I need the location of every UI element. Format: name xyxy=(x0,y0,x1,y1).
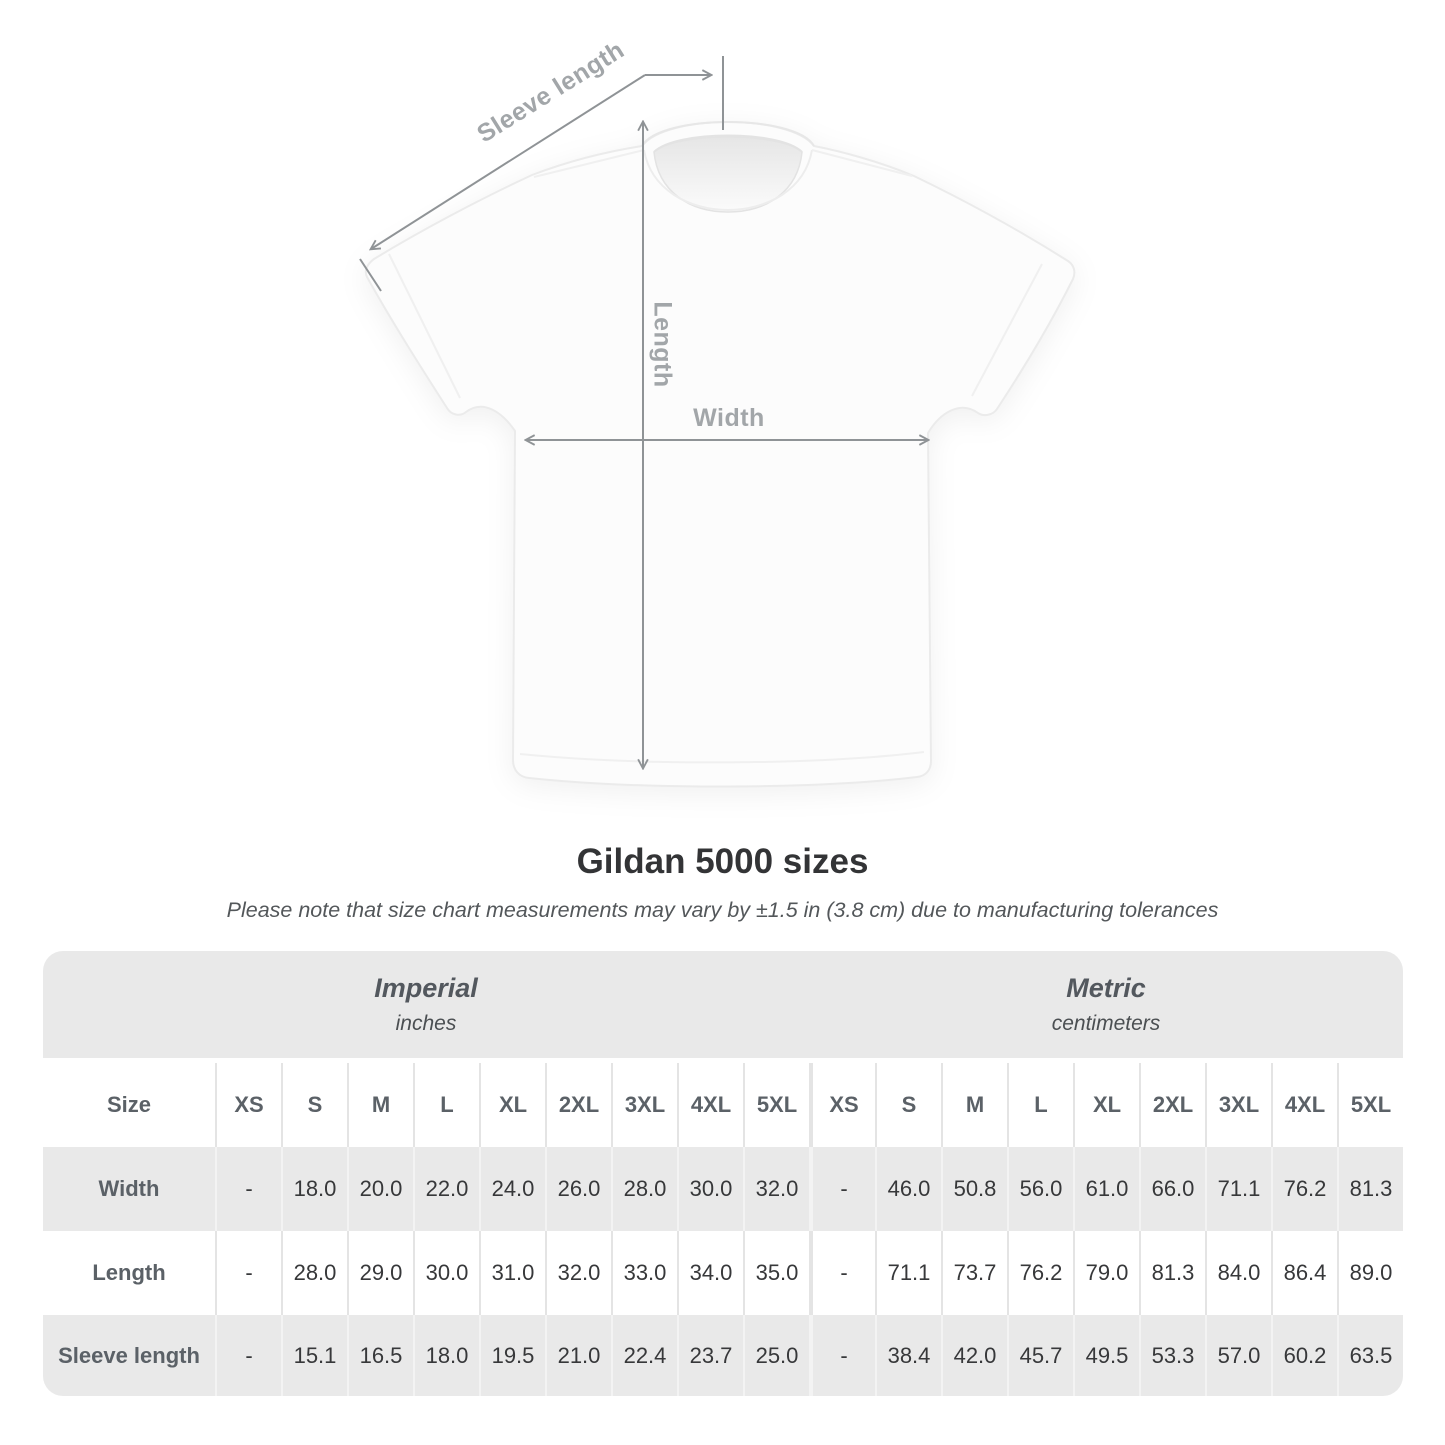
tshirt-outline xyxy=(366,122,1075,787)
imperial-unit: inches xyxy=(395,1012,457,1035)
size-col-header: M xyxy=(347,1063,413,1147)
measurement-cell: 81.3 xyxy=(1139,1231,1205,1315)
measurement-cell: 86.4 xyxy=(1271,1231,1337,1315)
table-header xyxy=(43,951,1403,1058)
measurement-cell: 84.0 xyxy=(1205,1231,1271,1315)
measurement-cell: 73.7 xyxy=(941,1231,1007,1315)
size-col-header: XS xyxy=(809,1063,875,1147)
measurement-cell: - xyxy=(215,1315,281,1396)
measurement-cell: 34.0 xyxy=(677,1231,743,1315)
table-row-sleeve-length xyxy=(43,1315,1403,1396)
measurement-cell: 31.0 xyxy=(479,1231,545,1315)
size-table xyxy=(43,951,1403,1396)
measurement-cell: 57.0 xyxy=(1205,1315,1271,1396)
measurement-cell: 50.8 xyxy=(941,1147,1007,1231)
measurement-cell: 23.7 xyxy=(677,1315,743,1396)
measurement-cell: 26.0 xyxy=(545,1147,611,1231)
measurement-cell: - xyxy=(215,1147,281,1231)
measurement-cell: 20.0 xyxy=(347,1147,413,1231)
measurement-cell: 81.3 xyxy=(1337,1147,1403,1231)
measurement-cell: 22.0 xyxy=(413,1147,479,1231)
size-col-header: L xyxy=(413,1063,479,1147)
length-label: Length xyxy=(648,301,677,388)
size-col-header: 3XL xyxy=(611,1063,677,1147)
measurement-cell: 24.0 xyxy=(479,1147,545,1231)
measurement-cell: 18.0 xyxy=(413,1315,479,1396)
imperial-title: Imperial xyxy=(374,973,478,1003)
measurement-cell: 30.0 xyxy=(413,1231,479,1315)
measurement-cell: 19.5 xyxy=(479,1315,545,1396)
metric-header xyxy=(809,951,1403,1058)
measurement-cell: 29.0 xyxy=(347,1231,413,1315)
size-col-header: 2XL xyxy=(545,1063,611,1147)
size-col-header: 5XL xyxy=(1337,1063,1403,1147)
measurement-cell: 18.0 xyxy=(281,1147,347,1231)
metric-unit: centimeters xyxy=(1051,1012,1161,1035)
measurement-cell: 32.0 xyxy=(545,1231,611,1315)
tshirt xyxy=(366,122,1075,787)
size-col-header: 4XL xyxy=(1271,1063,1337,1147)
measurement-cell: 79.0 xyxy=(1073,1231,1139,1315)
measurement-cell: 66.0 xyxy=(1139,1147,1205,1231)
measurement-cell: 45.7 xyxy=(1007,1315,1073,1396)
measurement-cell: 32.0 xyxy=(743,1147,809,1231)
tolerance-note: Please note that size chart measurements may vary by ±1.5 in (3.8 cm) due to manufacturing tolerances xyxy=(226,898,1219,922)
size-header-row xyxy=(43,1063,1403,1147)
measurement-cell: 76.2 xyxy=(1271,1147,1337,1231)
measurement-cell: 53.3 xyxy=(1139,1315,1205,1396)
width-label: Width xyxy=(693,404,765,432)
measurement-cell: - xyxy=(809,1315,875,1396)
measurement-cell: 56.0 xyxy=(1007,1147,1073,1231)
measurement-cell: - xyxy=(809,1147,875,1231)
size-col-header: M xyxy=(941,1063,1007,1147)
measurement-cell: 71.1 xyxy=(1205,1147,1271,1231)
size-col-header: S xyxy=(875,1063,941,1147)
size-corner-header: Size xyxy=(106,1092,152,1117)
measurement-cell: 71.1 xyxy=(875,1231,941,1315)
measurement-cell: - xyxy=(809,1231,875,1315)
size-col-header: 5XL xyxy=(743,1063,809,1147)
measurement-cell: 76.2 xyxy=(1007,1231,1073,1315)
measurement-cell: 63.5 xyxy=(1337,1315,1403,1396)
size-col-header: L xyxy=(1007,1063,1073,1147)
measurement-cell: 42.0 xyxy=(941,1315,1007,1396)
measurement-cell: 46.0 xyxy=(875,1147,941,1231)
row-label: Width xyxy=(98,1176,160,1201)
measurement-cell: 22.4 xyxy=(611,1315,677,1396)
table-row-width xyxy=(43,1147,1403,1231)
sleeve-length-label: Sleeve length xyxy=(472,35,630,149)
measurement-cell: 15.1 xyxy=(281,1315,347,1396)
measurement-cell: 38.4 xyxy=(875,1315,941,1396)
measurement-cell: 49.5 xyxy=(1073,1315,1139,1396)
size-col-header: 3XL xyxy=(1205,1063,1271,1147)
measurement-cell: 28.0 xyxy=(281,1231,347,1315)
metric-title: Metric xyxy=(1066,973,1146,1003)
measurement-cell: 33.0 xyxy=(611,1231,677,1315)
size-col-header: S xyxy=(281,1063,347,1147)
size-col-header: 4XL xyxy=(677,1063,743,1147)
measurement-cell: 61.0 xyxy=(1073,1147,1139,1231)
table-row-length xyxy=(43,1231,1403,1315)
measurement-cell: 60.2 xyxy=(1271,1315,1337,1396)
measurement-cell: 30.0 xyxy=(677,1147,743,1231)
size-col-header: 2XL xyxy=(1139,1063,1205,1147)
page-title: Gildan 5000 sizes xyxy=(576,842,869,881)
size-col-header: XL xyxy=(1073,1063,1139,1147)
measurement-cell: 89.0 xyxy=(1337,1231,1403,1315)
row-label: Sleeve length xyxy=(58,1342,200,1368)
measurement-cell: 16.5 xyxy=(347,1315,413,1396)
measurement-cell: 25.0 xyxy=(743,1315,809,1396)
measurement-cell: 35.0 xyxy=(743,1231,809,1315)
measurement-cell: - xyxy=(215,1231,281,1315)
measurement-cell: 21.0 xyxy=(545,1315,611,1396)
size-col-header: XL xyxy=(479,1063,545,1147)
size-col-header: XS xyxy=(215,1063,281,1147)
row-label: Length xyxy=(92,1260,166,1285)
imperial-header xyxy=(43,951,809,1058)
measurement-cell: 28.0 xyxy=(611,1147,677,1231)
